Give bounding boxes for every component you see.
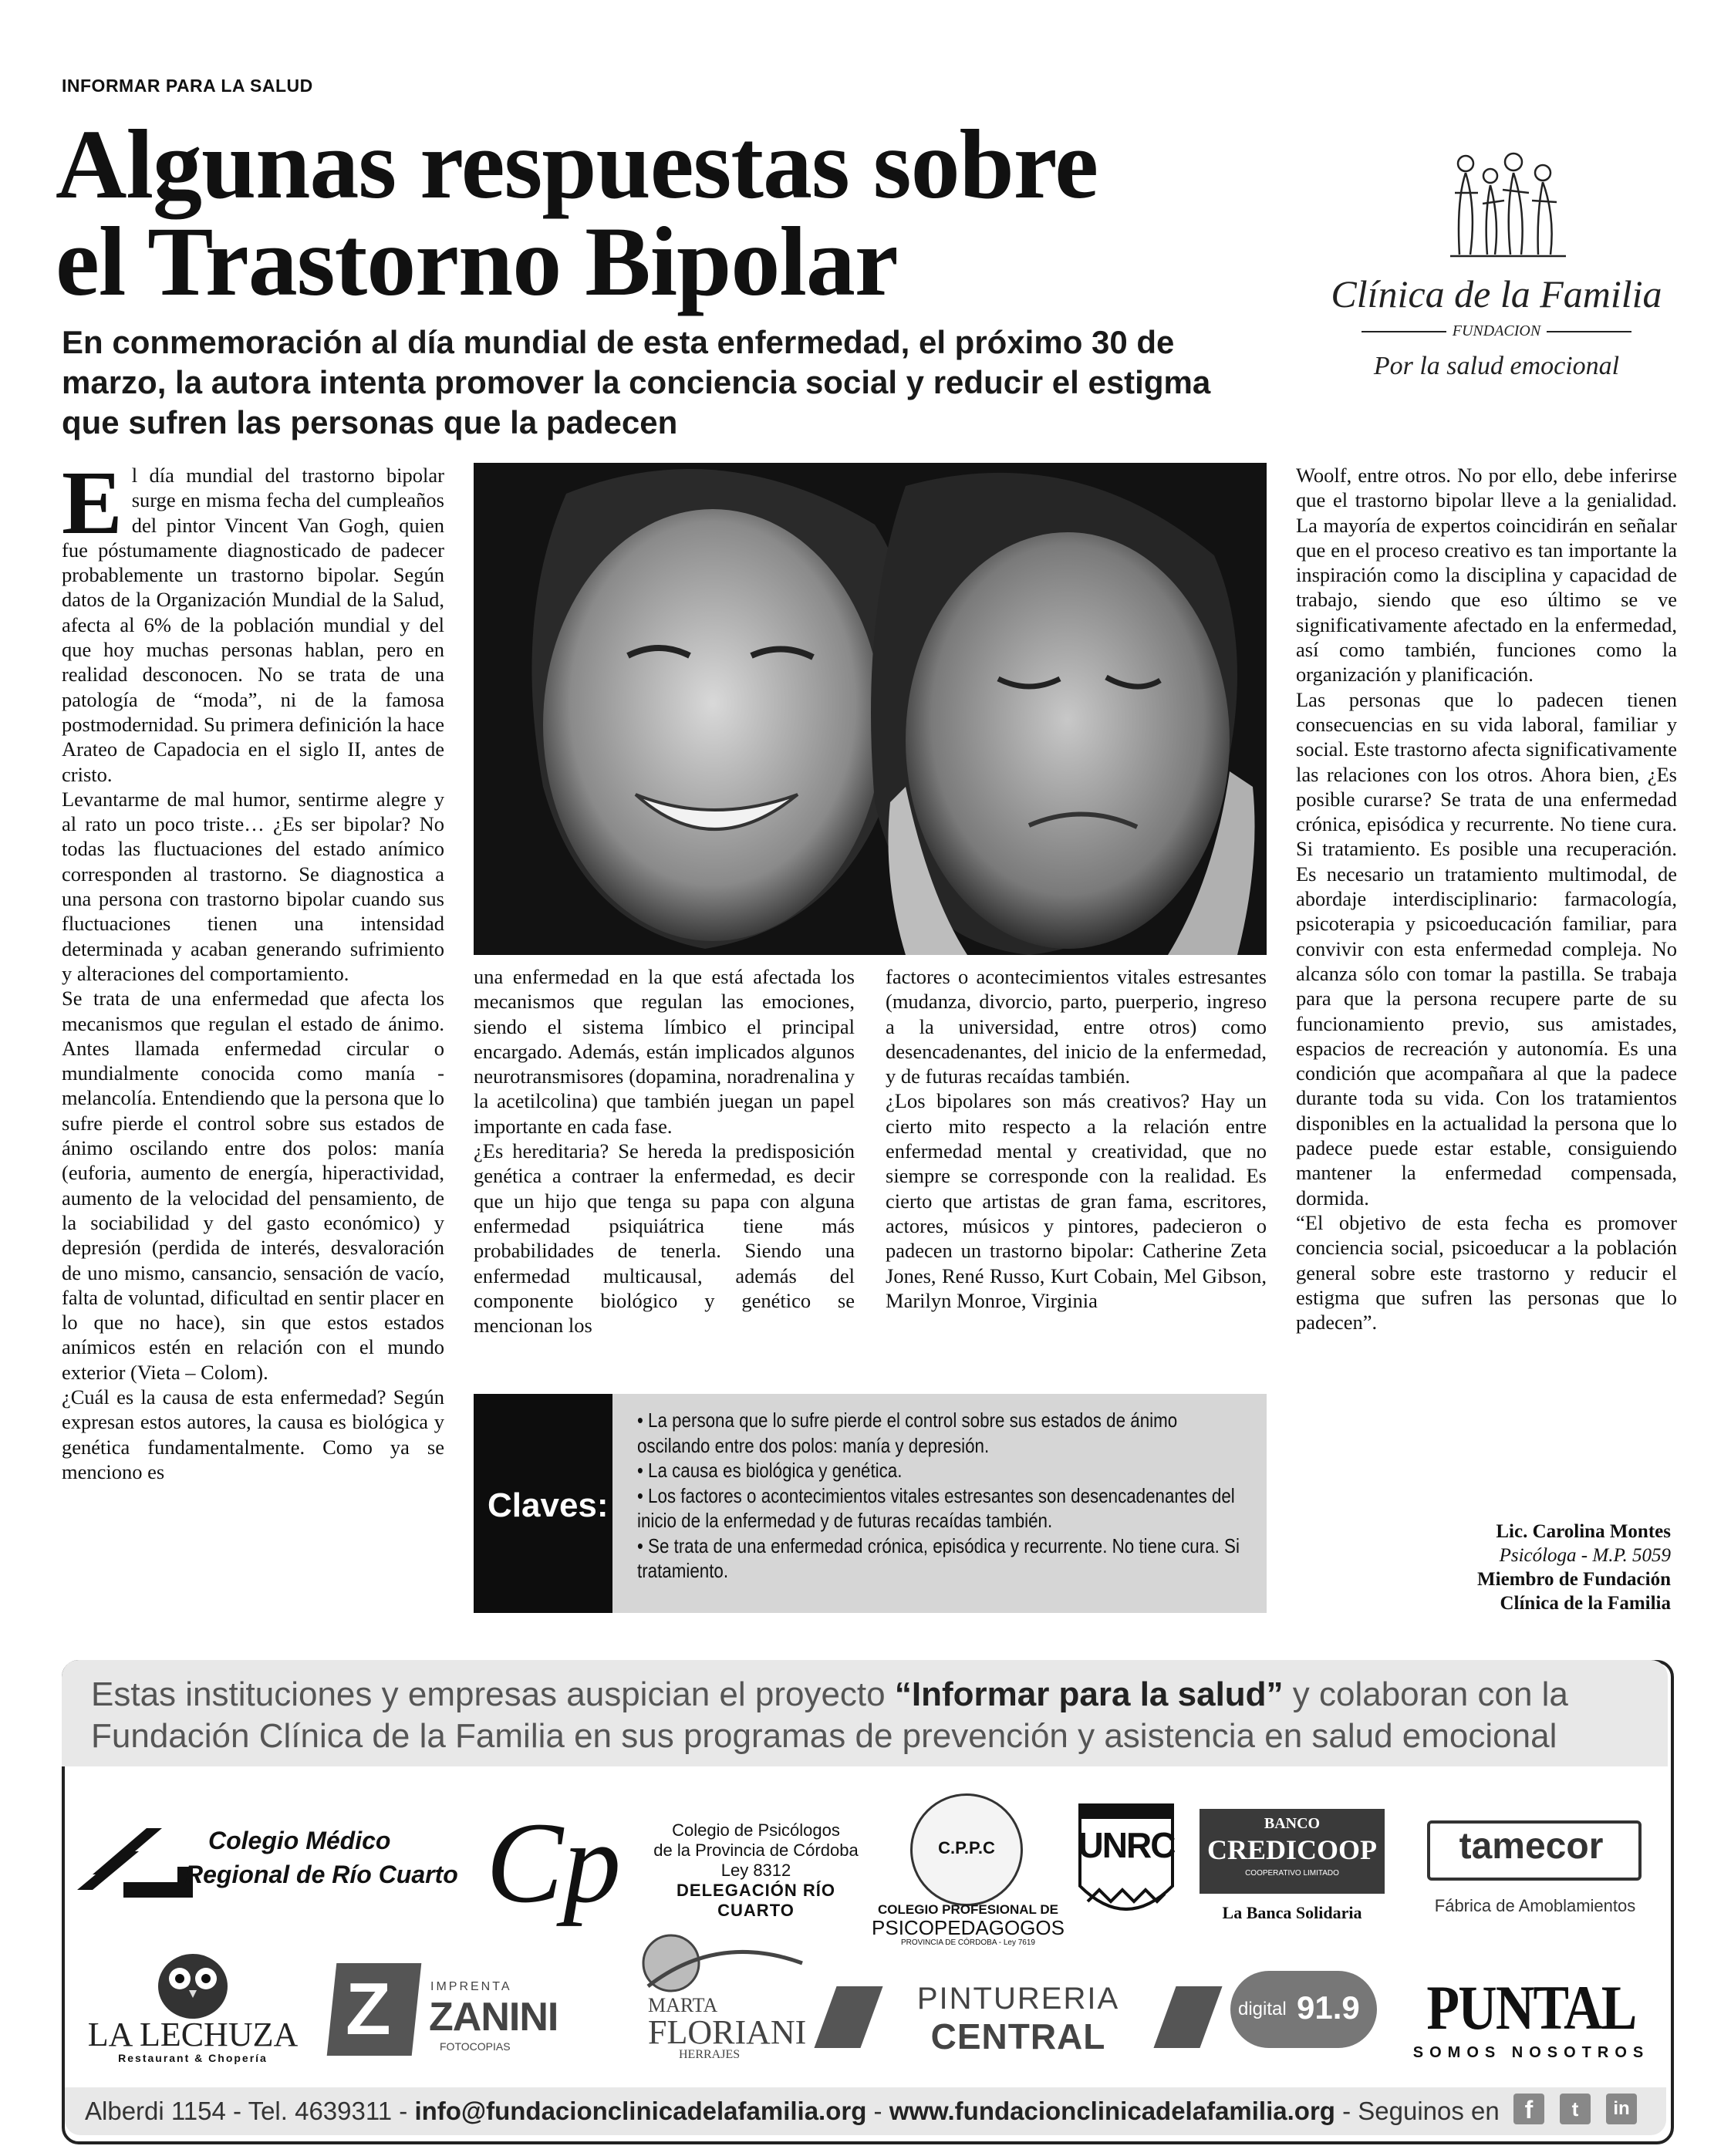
cppc-line2: PSICOPEDAGOGOS: [872, 1916, 1065, 1939]
puntal-name: PUNTAL: [1426, 1972, 1636, 2043]
brand-sub: [1311, 322, 1682, 340]
cppc-logo: [872, 1793, 1065, 1948]
zanini-fotocopias: FOTOCOPIAS: [440, 2040, 511, 2053]
author-affiliation-1: Miembro de Fundación: [1477, 1569, 1671, 1590]
zanini-name: ZANINI: [429, 1995, 558, 2040]
psicologos-line4: DELEGACIÓN RÍO CUARTO: [677, 1881, 835, 1920]
pintureria-central: CENTRAL: [930, 2016, 1106, 2056]
brand-sub-rule-left: [1362, 331, 1446, 332]
footer-email-link[interactable]: info@fundacionclinicadelafamilia.org: [414, 2097, 867, 2125]
article-column-4: [1296, 463, 1677, 1334]
floriani-herrajes: HERRAJES: [679, 2048, 741, 2061]
la-lechuza-logo: [77, 1944, 309, 2067]
footer-separator: -: [866, 2097, 889, 2125]
article-column-3: [886, 964, 1267, 1313]
paragraph: ¿Los bipolares son más creativos? Hay un cierto mito respecto a la relación entre enfermedad mental y creatividad, que no siempre se corresponde con la realidad. Es cierto que artistas de gran fama, escritores, actores, músicos y pintores, padecieron o padecen un trastorno bipolar: Catherine Zeta Jones, René Russo, Kurt Cobain, Mel Gibson, Marilyn Monroe, Virginia: [886, 1089, 1267, 1312]
drop-cap: E: [62, 452, 123, 553]
credicoop-banco: BANCO: [1264, 1815, 1321, 1832]
claves-item: • La persona que lo sufre pierde el control sobre sus estados de ánimo oscilando entre dos polos: manía y depresión.: [637, 1409, 1178, 1457]
zanini-z-icon: Z: [346, 1968, 391, 2050]
psicologos-line3: Ley 8312: [720, 1861, 791, 1880]
credicoop-sub: COOPERATIVO LIMITADO: [1245, 1869, 1339, 1878]
footer-website-link[interactable]: www.fundacionclinicadelafamilia.org: [889, 2097, 1335, 2125]
subtitle: En conmemoración al día mundial de esta enfermedad, el próximo 30 de marzo, la autora intenta promover la conciencia social y reducir el estigma que sufren las personas que la padecen: [62, 324, 1211, 440]
article-column-2: [474, 964, 855, 1338]
footer-contact: [85, 2097, 1500, 2126]
cppc-mark: C.P.P.C: [938, 1838, 995, 1857]
two-faces-illustration: [474, 463, 1267, 955]
cppc-line1: COLEGIO PROFESIONAL DE: [878, 1902, 1058, 1917]
article-photo: [474, 463, 1267, 955]
unrc-shield-icon: [1076, 1801, 1176, 1932]
section-label: INFORMAR PARA LA SALUD: [62, 76, 313, 96]
puntal-logo: [1404, 1972, 1658, 2067]
sponsors-intro-c: y colaboran con la Fundación Clínica de la Familia en sus programas de prevención y asistencia en salud emocional: [91, 1675, 1568, 1755]
paragraph: Levantarme de mal humor, sentirme alegre y al rato un poco triste… ¿Es ser bipolar? No todas las fluctuaciones del estado anímico corresponden al trastorno. Se diagnostica a una persona con trastorno bipolar cuando sus fluctuaciones tienen una intensidad determinada y acaban generando sufrimiento y alteraciones del comportamiento.: [62, 787, 444, 985]
tamecor-name: tamecor: [1459, 1826, 1604, 1867]
credicoop-tagline: La Banca Solidaria: [1222, 1903, 1362, 1922]
tamecor-sub: Fábrica de Amoblamientos: [1434, 1896, 1636, 1915]
colegio-medico-logo: [77, 1820, 478, 1913]
sponsors-intro: [91, 1674, 1649, 1757]
claves-label: Claves:: [488, 1486, 609, 1524]
unrc-text: UNRC: [1078, 1825, 1175, 1865]
colegio-psicologos-logo: [478, 1799, 864, 1936]
floriani-swoosh-icon: [625, 1932, 810, 2002]
facebook-icon[interactable]: f: [1513, 2094, 1544, 2124]
colegio-medico-line2: Regional de Río Cuarto: [185, 1861, 458, 1888]
author-role: Psicóloga - M.P. 5059: [1499, 1545, 1671, 1566]
brand-tagline: Por la salud emocional: [1373, 352, 1620, 380]
pintureria-name: PINTURERIA: [916, 1982, 1120, 2016]
floriani-name: FLORIANI: [648, 2013, 807, 2051]
digital-frequency: 91.9: [1297, 1989, 1360, 2026]
article-column-1: [62, 452, 444, 1484]
linkedin-icon[interactable]: in: [1606, 2094, 1637, 2124]
psicologos-line2: de la Provincia de Córdoba: [653, 1841, 859, 1860]
cppc-line3: PROVINCIA DE CÓRDOBA - Ley 7619: [901, 1938, 1035, 1947]
title-line-1: Algunas respuestas sobre: [56, 110, 1098, 219]
floriani-marta: MARTA: [648, 1994, 718, 2016]
title-line-2: el Trastorno Bipolar: [56, 207, 898, 316]
paragraph: una enfermedad en la que está afectada los mecanismos que regulan las emociones, siendo el sistema límbico el principal encargado. Además, están implicados algunos neurotransmisores (dopamina, noradrenalina y la acetilcolina) que también juegan un papel importante en cada fase.: [474, 965, 855, 1138]
sponsors-intro-a: Estas instituciones y empresas auspician el proyecto: [91, 1675, 895, 1713]
claves-list: [637, 1408, 1254, 1584]
pintureria-central-logo: [825, 1979, 1211, 2063]
claves-label-panel: [474, 1394, 612, 1613]
puntal-sub: SOMOS NOSOTROS: [1412, 2044, 1650, 2061]
claves-item: • La causa es biológica y genética.: [637, 1459, 903, 1482]
zanini-imprenta: IMPRENTA: [430, 1980, 512, 1993]
sponsors-intro-project: “Informar para la salud”: [894, 1675, 1284, 1713]
paragraph: “El objetivo de esta fecha es promover conciencia social, psicoeducar a la población general sobre este trastorno y reducir el estigma que sufren las personas que lo padecen”.: [1296, 1210, 1677, 1334]
digital-radio-logo: [1230, 1963, 1385, 2063]
tamecor-logo: [1412, 1820, 1658, 1928]
paragraph: Se trata de una enfermedad que afecta los mecanismos que regulan el estado de ánimo. Antes llamada enfermedad circular o mundialmente conocida como manía - melancolía. Entendiendo que la persona que lo sufre pierde el control sobre sus estados de ánimo oscilando entre dos polos: manía (euforia, aumento de energía, hiperactividad, aumento de la velocidad del pensamiento, de la sociabilidad y del gasto económico) y depresión (perdida de interés, desvaloración de uno mismo, cansancio, sensación de vacío, falta de voluntad, dificultad en sentir placer en lo que no hace), sin que estos estados anímicos estén en relación con el mundo exterior (Vieta – Colom).: [62, 987, 444, 1384]
footer-address: Alberdi 1154 - Tel. 4639311 -: [85, 2097, 415, 2125]
family-icon: [1311, 139, 1682, 278]
page-title: [56, 110, 1290, 316]
paragraph: l día mundial del trastorno bipolar surge en misma fecha del cumpleaños del pintor Vincent Van Gogh, quien fue póstumamente diagnosticado de padecer probablemente un trastorno bipolar. Según datos de la Organización Mundial de la Salud, afecta al 6% de la población mundial y del que hoy muchas personas hablan, pero en realidad desconocen. No se trata de una patología de “moda”, ni de la famosa postmodernidad. Su primera definición la hace Arateo de Capadocia en el siglo II, antes de cristo.: [62, 464, 444, 786]
claves-box: [474, 1394, 1267, 1613]
paragraph: Woolf, entre otros. No por ello, debe inferirse que el trastorno bipolar lleve a la genialidad. La mayoría de expertos coincidirán en señalar que en el proceso creativo es tan importante la inspiración como la disciplina y capacidad de trabajo, siendo que eso último se ve significativamente afectado en la enfermedad, así como también, funciones como la organización y planificación.: [1296, 464, 1677, 687]
paragraph: factores o acontecimientos vitales estresantes (mudanza, divorcio, parto, puerperio, ingreso a la universidad, entre otros) como desencadenantes, del inicio de la enfermedad, y de futuras recaídas también.: [886, 965, 1267, 1088]
author-signature: [1477, 1520, 1671, 1615]
zanini-logo: [332, 1963, 609, 2063]
paragraph: Las personas que lo padecen tienen consecuencias en su vida laboral, familiar y social. Este trastorno afecta significativamente las relaciones con los otros. Ahora bien, ¿Es posible curarse? Se trata de una enfermedad crónica, episódica y recurrente. No tiene cura. Si tratamiento. Es posible una recuperación. Es necesario un tratamiento multimodal, de abordaje interdisciplinario: farmacología, psicoterapia y psicoeducación familiar, para convivir con esta enfermedad compleja. No alcanza sólo con tomar la pastilla. Se trabaja para que la persona recupere parte de su funcionamiento previo, sus amistades, espacios de recreación y autonomía. Es una condición que acompañara al que la padece durante toda su vida. Con los tratamientos disponibles en la actualidad la persona que lo padece puede estar estable, consiguiendo mantener la enfermedad compensada, dormida.: [1296, 687, 1677, 1210]
unrc-logo: [1076, 1801, 1176, 1932]
twitter-icon[interactable]: t: [1560, 2094, 1591, 2124]
brand-name: Clínica de la Familia: [1331, 272, 1662, 315]
lechuza-sub: Restaurant & Chopería: [118, 2052, 268, 2064]
owl-icon: [150, 1944, 235, 2021]
claves-item: • Los factores o acontecimientos vitales estresantes son desencadenantes del inicio de la enfermedad y de futuras recaídas también.: [637, 1483, 1235, 1532]
claves-item: • Se trata de una enfermedad crónica, episódica y recurrente. No tiene cura. Si tratamiento.: [637, 1533, 1240, 1582]
lechuza-name: LA LECHUZA: [87, 2016, 299, 2053]
brand-sub-rule-right: [1547, 331, 1631, 332]
author-name: Lic. Carolina Montes: [1496, 1521, 1671, 1542]
psicologos-line1: Colegio de Psicólogos: [672, 1820, 840, 1840]
credicoop-name: CREDICOOP: [1206, 1834, 1377, 1865]
colegio-medico-icon: [77, 1820, 193, 1905]
colegio-medico-line1: Colegio Médico: [208, 1827, 391, 1854]
credicoop-logo: [1200, 1809, 1392, 1932]
paragraph: ¿Cuál es la causa de esta enfermedad? Según expresan estos autores, la causa es biológica y genética fundamentalmente. Como ya se menciono es: [62, 1385, 444, 1483]
author-affiliation-2: Clínica de la Familia: [1500, 1593, 1671, 1614]
paragraph: ¿Es hereditaria? Se hereda la predisposición genética a contraer la enfermedad, es decir que un hijo que tenga su papa con alguna enfermedad psiquiátrica tiene más probabilidades de tenerla. Siendo una enfermedad multicausal, además del componente biológico y genético se mencionan los: [474, 1139, 855, 1338]
cp-mark: Cp: [486, 1799, 622, 1927]
brand-logo: [1311, 139, 1682, 393]
digital-label: digital: [1238, 1999, 1287, 2019]
brand-sub-text: FUNDACION: [1452, 322, 1541, 339]
marta-floriani-logo: [625, 1932, 810, 2071]
footer-follow-label: - Seguinos en: [1335, 2097, 1500, 2125]
